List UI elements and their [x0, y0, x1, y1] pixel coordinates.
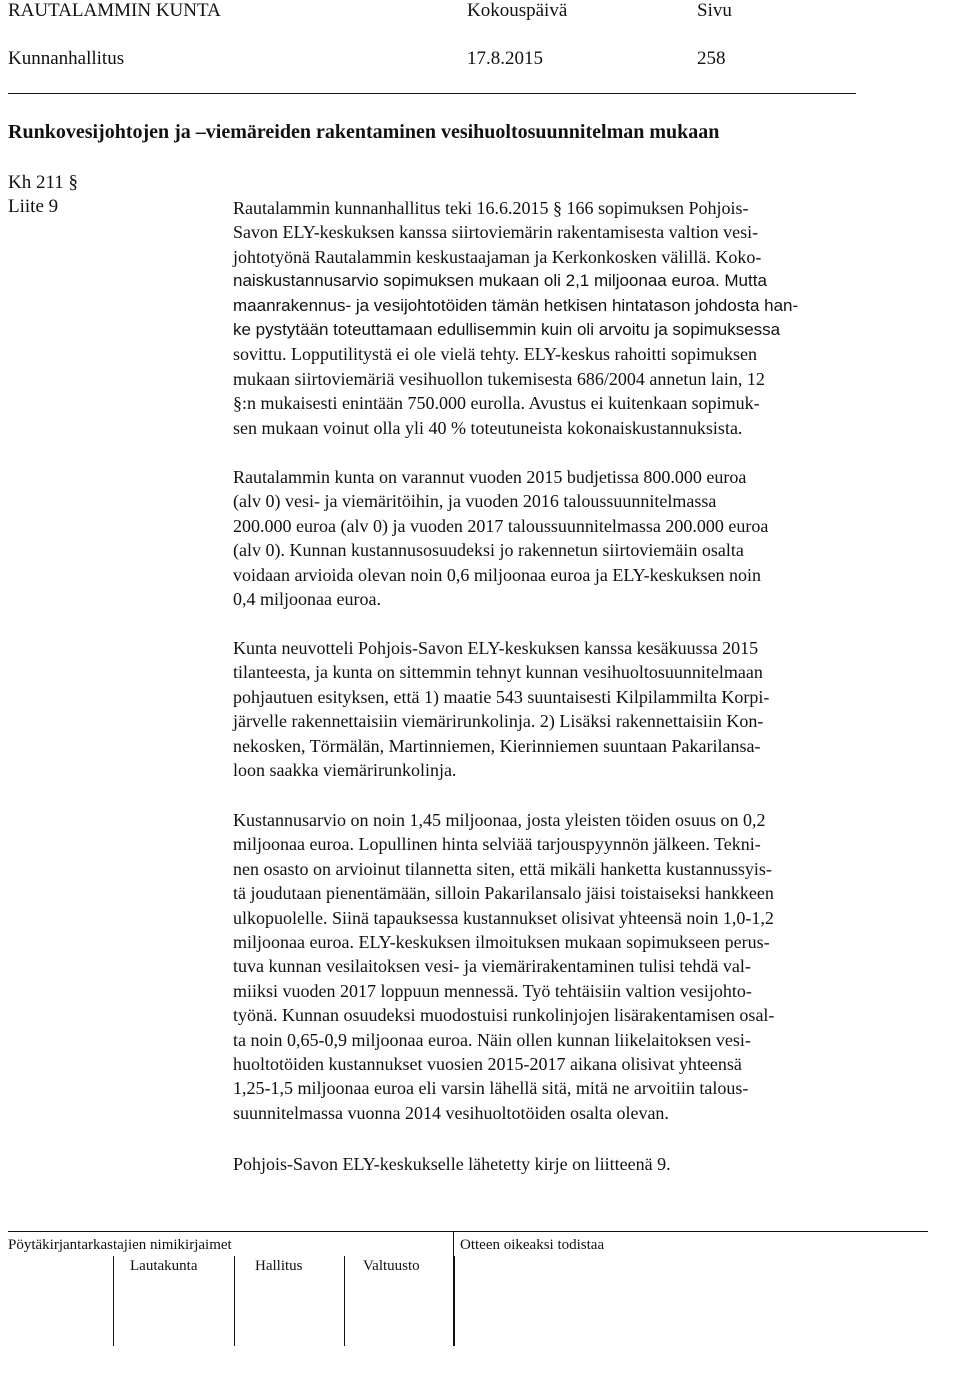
- paragraph-line: miljoonaa euroa. ELY-keskuksen ilmoituksen mukaan sopimukseen perus-: [233, 932, 770, 953]
- footer-vertical-divider: [453, 1231, 454, 1346]
- signers-label: Pöytäkirjantarkastajien nimikirjaimet: [8, 1237, 232, 1253]
- paragraph-1: [233, 196, 883, 440]
- paragraph-line: työnä. Kunnan osuudeksi muodostuisi runkolinjojen lisärakentamisen osal-: [233, 1005, 775, 1026]
- paragraph-line: voidaan arvioida olevan noin 0,6 miljoonaa euroa ja ELY-keskuksen noin: [233, 564, 762, 585]
- paragraph-2: [233, 465, 883, 611]
- paragraph-line: pohjautuen esityksen, että 1) maatie 543 suuntaisesti Kilpilammilta Korpi-: [233, 686, 770, 707]
- paragraph-line: miiksi vuoden 2017 loppuun mennessä. Työ tehtäisiin valtion vesijohto-: [233, 980, 752, 1001]
- paragraph-line: Savon ELY-keskuksen kanssa siirtoviemärin rakentamisesta valtion vesi-: [233, 222, 759, 243]
- paragraph-line: naiskustannusarvio sopimuksen mukaan oli 2,1 miljoonaa euroa. Mutta: [233, 271, 767, 291]
- paragraph-line: Kunta neuvotteli Pohjois-Savon ELY-keskuksen kanssa kesäkuussa 2015: [233, 638, 759, 658]
- paragraph-line: tilanteesta, ja kunta on sittemmin tehnyt kunnan vesihuoltosuunnitelmaan: [233, 662, 763, 683]
- paragraph-4: [233, 808, 883, 1125]
- meeting-date: 17.8.2015: [467, 48, 543, 69]
- paragraph-line: 1,25-1,5 miljoonaa euroa eli varsin lähellä sitä, mitä ne arvoitiin talous-: [233, 1078, 749, 1099]
- paragraph-line: ulkopuolelle. Siinä tapauksessa kustannukset olisivat yhteensä noin 1,0-1,2: [233, 907, 774, 928]
- paragraph-line: (alv 0) vesi- ja viemäritöihin, ja vuoden 2016 taloussuunnitelmassa: [233, 491, 717, 512]
- footer-col-divider: [344, 1256, 345, 1346]
- body-name: Kunnanhallitus: [8, 48, 125, 69]
- paragraph-line: maanrakennus- ja vesijohtotöiden tämän hetkisen hintatason johdosta han-: [233, 295, 799, 315]
- paragraph-line: Kustannusarvio on noin 1,45 miljoonaa, josta yleisten töiden osuus on 0,2: [233, 810, 766, 830]
- paragraph-line: huoltotöiden kustannukset vuosien 2015-2017 aikana olisivat yhteensä: [233, 1054, 742, 1075]
- paragraph-3: [233, 636, 883, 782]
- paragraph-line: tä joudutaan pienentämään, silloin Pakarilansalo jäisi toistaiseksi hankkeen: [233, 883, 774, 904]
- paragraph-line: sen mukaan voinut olla yli 40 % toteutuneista kokonaiskustannuksista.: [233, 417, 743, 438]
- page-label: Sivu: [697, 0, 732, 21]
- attachment-label: Liite 9: [8, 196, 59, 217]
- paragraph-line: tuva kunnan vesilaitoksen vesi- ja viemärirakentaminen tulisi tehdä val-: [233, 956, 751, 977]
- header-rule: [8, 93, 856, 94]
- paragraph-line: sovittu. Lopputilitystä ei ole vielä tehty. ELY-keskus rahoitti sopimuksen: [233, 344, 757, 365]
- section-title: Runkovesijohtojen ja –viemäreiden rakentaminen vesihuoltosuunnitelman mukaan: [8, 121, 720, 143]
- footer-col-valtuusto: Valtuusto: [363, 1258, 420, 1274]
- certified-label: Otteen oikeaksi todistaa: [460, 1237, 605, 1253]
- paragraph-line: ta noin 0,65-0,9 miljoonaa euroa. Näin ollen kunnan liikelaitoksen vesi-: [233, 1029, 751, 1050]
- kh-section-number: Kh 211 §: [8, 172, 79, 193]
- paragraph-line: mukaan siirtoviemäriä vesihuollon tukemisesta 686/2004 annetun lain, 12: [233, 368, 765, 389]
- paragraph-line: järvelle rakennettaisiin viemärirunkolinja. 2) Lisäksi rakennettaisiin Kon-: [233, 711, 764, 732]
- paragraph-line: loon saakka viemärirunkolinja.: [233, 760, 457, 781]
- paragraph-line: nekosken, Törmälän, Martinniemen, Kierinniemen suuntaan Pakarilansa-: [233, 735, 761, 756]
- paragraph-line: suunnitelmassa vuonna 2014 vesihuoltotöiden osalta olevan.: [233, 1102, 669, 1123]
- paragraph-line: Rautalammin kunnanhallitus teki 16.6.2015 § 166 sopimuksen Pohjois-: [233, 198, 749, 218]
- footer-signature-box: [113, 1256, 455, 1346]
- paragraph-line: 200.000 euroa (alv 0) ja vuoden 2017 taloussuunnitelmassa 200.000 euroa: [233, 515, 769, 536]
- footer-col-divider: [234, 1256, 235, 1346]
- date-label: Kokouspäivä: [467, 0, 568, 21]
- footer-col-lautakunta: Lautakunta: [130, 1258, 198, 1274]
- footer-col-hallitus: Hallitus: [255, 1258, 303, 1274]
- footer-rule: [8, 1231, 928, 1232]
- paragraph-line: Pohjois-Savon ELY-keskukselle lähetetty kirje on liitteenä 9.: [233, 1154, 671, 1174]
- page-number: 258: [697, 48, 726, 69]
- org-name: RAUTALAMMIN KUNTA: [8, 0, 221, 21]
- paragraph-line: (alv 0). Kunnan kustannusosuudeksi jo rakennetun siirtoviemäin osalta: [233, 540, 744, 561]
- paragraph-line: nen osasto on arvioinut tilannetta siten, että mikäli hanketta kustannussyis-: [233, 858, 772, 879]
- paragraph-line: §:n mukaisesti enintään 750.000 eurolla. Avustus ei kuitenkaan sopimuk-: [233, 393, 760, 414]
- paragraph-line: Rautalammin kunta on varannut vuoden 2015 budjetissa 800.000 euroa: [233, 467, 747, 487]
- paragraph-line: johtotyönä Rautalammin keskustaajaman ja Kerkonkosken välillä. Koko-: [233, 246, 762, 267]
- paragraph-line: ke pystytään toteuttamaan edullisemmin kuin oli arvoitu ja sopimuksessa: [233, 320, 781, 340]
- paragraph-line: miljoonaa euroa. Lopullinen hinta selviää tarjouspyynnön jälkeen. Tekni-: [233, 834, 761, 855]
- paragraph-5: [233, 1152, 883, 1176]
- paragraph-line: 0,4 miljoonaa euroa.: [233, 589, 381, 610]
